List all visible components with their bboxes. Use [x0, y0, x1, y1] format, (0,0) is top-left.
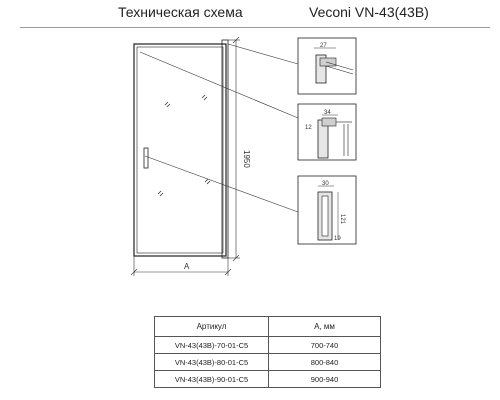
height-dimension-label: 1950	[242, 150, 251, 168]
column-header-size: А, мм	[269, 317, 381, 337]
detail-top-dim: 27	[320, 43, 327, 49]
article-size-table	[154, 316, 381, 388]
width-dimension-line	[131, 256, 231, 276]
height-dimension-line	[228, 37, 240, 261]
model-name: Veconi VN-43(43B)	[309, 4, 429, 20]
detail-middle-dim-a: 34	[324, 110, 331, 116]
table-row	[155, 354, 381, 371]
article-cell: VN-43(43B)-90-01-C5	[155, 371, 269, 388]
detail-middle-profile	[298, 104, 356, 160]
column-header-article: Артикул	[155, 317, 269, 337]
size-cell: 700-740	[269, 337, 381, 354]
detail-bottom-dim-a: 30	[322, 181, 329, 187]
door-handle	[144, 148, 148, 168]
table-row	[155, 337, 381, 354]
size-cell: 800-840	[269, 354, 381, 371]
page-title: Техническая схема	[118, 4, 243, 20]
detail-middle-dim-b: 12	[305, 125, 312, 131]
article-cell: VN-43(43B)-80-01-C5	[155, 354, 269, 371]
detail-bottom-dim-b: 121	[339, 214, 345, 225]
table-header-row	[155, 317, 381, 337]
detail-handle-profile	[298, 176, 356, 244]
detail-bottom-dim-c: 19	[334, 236, 341, 242]
glass-reflection-marks	[158, 95, 210, 196]
detail-top-hinge	[298, 38, 356, 94]
detail-leader-lines	[140, 44, 298, 212]
width-dimension-label: A	[184, 262, 190, 271]
size-cell: 900-940	[269, 371, 381, 388]
article-cell: VN-43(43B)-70-01-C5	[155, 337, 269, 354]
table-row	[155, 371, 381, 388]
